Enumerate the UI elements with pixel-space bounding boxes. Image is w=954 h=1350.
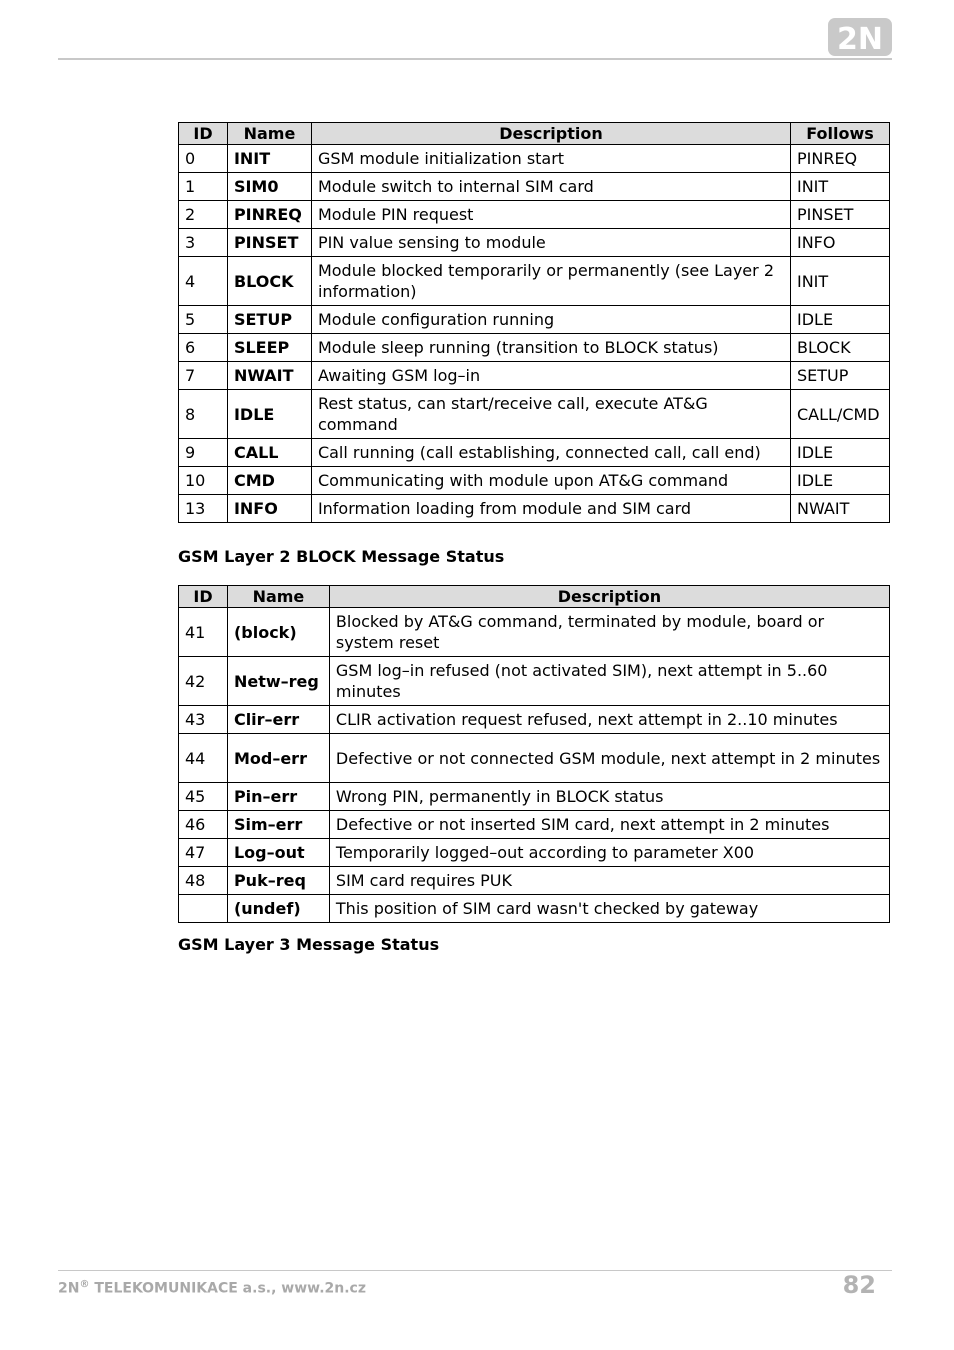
footer-company-text: TELEKOMUNIKACE a.s., www.2n.cz xyxy=(89,1280,366,1297)
logo-text: 2N xyxy=(837,22,883,56)
row-description-cell: Module configuration running xyxy=(311,306,790,334)
row-description-cell: Defective or not connected GSM module, next attempt in 2 minutes xyxy=(329,734,889,783)
row-name-cell: Clir–err xyxy=(227,706,329,734)
column-header-follows: Follows xyxy=(790,123,889,145)
row-description-cell: PIN value sensing to module xyxy=(311,229,790,257)
row-name-cell: CALL xyxy=(227,439,311,467)
row-name-cell: PINREQ xyxy=(227,201,311,229)
row-follows-cell: BLOCK xyxy=(790,334,889,362)
row-description-cell: Module sleep running (transition to BLOCK status) xyxy=(311,334,790,362)
table-header-row xyxy=(179,123,890,145)
row-follows-cell: IDLE xyxy=(790,467,889,495)
table-row xyxy=(179,839,890,867)
column-header-description: Description xyxy=(329,586,889,608)
row-follows-cell: INFO xyxy=(790,229,889,257)
footer-brand: 2N xyxy=(58,1280,80,1297)
column-header-name: Name xyxy=(227,586,329,608)
row-description-cell: Module PIN request xyxy=(311,201,790,229)
row-description-cell: Rest status, can start/receive call, execute AT&G command xyxy=(311,390,790,439)
table-row xyxy=(179,306,890,334)
row-description-cell: CLIR activation request refused, next attempt in 2..10 minutes xyxy=(329,706,889,734)
page-number: 82 xyxy=(842,1271,876,1299)
row-name-cell: INFO xyxy=(227,495,311,523)
row-name-cell: (block) xyxy=(227,608,329,657)
row-description-cell: Temporarily logged–out according to parameter X00 xyxy=(329,839,889,867)
row-name-cell: Sim–err xyxy=(227,811,329,839)
section-heading-layer2: GSM Layer 2 BLOCK Message Status xyxy=(178,547,505,566)
table-row xyxy=(179,734,890,783)
row-id-cell: 7 xyxy=(179,362,228,390)
row-follows-cell: IDLE xyxy=(790,306,889,334)
table-row xyxy=(179,201,890,229)
row-follows-cell: NWAIT xyxy=(790,495,889,523)
row-id-cell: 10 xyxy=(179,467,228,495)
row-name-cell: Puk–req xyxy=(227,867,329,895)
table-row xyxy=(179,467,890,495)
row-description-cell: SIM card requires PUK xyxy=(329,867,889,895)
row-name-cell: SETUP xyxy=(227,306,311,334)
row-id-cell: 43 xyxy=(179,706,228,734)
row-id-cell: 41 xyxy=(179,608,228,657)
column-header-name: Name xyxy=(227,123,311,145)
row-id-cell: 47 xyxy=(179,839,228,867)
row-description-cell: Defective or not inserted SIM card, next attempt in 2 minutes xyxy=(329,811,889,839)
row-follows-cell: PINSET xyxy=(790,201,889,229)
row-description-cell: Information loading from module and SIM card xyxy=(311,495,790,523)
row-description-cell: Module switch to internal SIM card xyxy=(311,173,790,201)
row-name-cell: Log–out xyxy=(227,839,329,867)
row-description-cell: Communicating with module upon AT&G command xyxy=(311,467,790,495)
row-follows-cell: CALL/CMD xyxy=(790,390,889,439)
table-row xyxy=(179,867,890,895)
row-follows-cell: PINREQ xyxy=(790,145,889,173)
row-name-cell: PINSET xyxy=(227,229,311,257)
layer2-block-status-table xyxy=(178,585,890,923)
row-name-cell: Pin–err xyxy=(227,783,329,811)
layer1-status-table xyxy=(178,122,890,523)
section-heading-layer3: GSM Layer 3 Message Status xyxy=(178,935,440,954)
row-description-cell: Wrong PIN, permanently in BLOCK status xyxy=(329,783,889,811)
row-name-cell: IDLE xyxy=(227,390,311,439)
table-header-row xyxy=(179,586,890,608)
row-id-cell: 42 xyxy=(179,657,228,706)
row-id-cell xyxy=(179,895,228,923)
column-header-description: Description xyxy=(311,123,790,145)
footer-divider xyxy=(58,1270,892,1271)
header-divider xyxy=(58,58,892,60)
table-row xyxy=(179,229,890,257)
row-id-cell: 8 xyxy=(179,390,228,439)
row-name-cell: NWAIT xyxy=(227,362,311,390)
table-row xyxy=(179,783,890,811)
row-id-cell: 3 xyxy=(179,229,228,257)
row-description-cell: Awaiting GSM log–in xyxy=(311,362,790,390)
row-follows-cell: IDLE xyxy=(790,439,889,467)
table-row xyxy=(179,895,890,923)
row-id-cell: 2 xyxy=(179,201,228,229)
row-name-cell: BLOCK xyxy=(227,257,311,306)
row-description-cell: Call running (call establishing, connected call, call end) xyxy=(311,439,790,467)
column-header-id: ID xyxy=(179,123,228,145)
table-row xyxy=(179,495,890,523)
row-description-cell: GSM log–in refused (not activated SIM), next attempt in 5..60 minutes xyxy=(329,657,889,706)
table-row xyxy=(179,257,890,306)
table-row xyxy=(179,811,890,839)
row-description-cell: Module blocked temporarily or permanently (see Layer 2 information) xyxy=(311,257,790,306)
column-header-id: ID xyxy=(179,586,228,608)
table-row xyxy=(179,362,890,390)
table-row xyxy=(179,390,890,439)
row-name-cell: Mod–err xyxy=(227,734,329,783)
row-follows-cell: INIT xyxy=(790,257,889,306)
row-name-cell: (undef) xyxy=(227,895,329,923)
row-id-cell: 0 xyxy=(179,145,228,173)
row-description-cell: Blocked by AT&G command, terminated by module, board or system reset xyxy=(329,608,889,657)
row-name-cell: SLEEP xyxy=(227,334,311,362)
table-row xyxy=(179,608,890,657)
table-row xyxy=(179,657,890,706)
row-follows-cell: INIT xyxy=(790,173,889,201)
table-row xyxy=(179,706,890,734)
row-id-cell: 48 xyxy=(179,867,228,895)
row-description-cell: GSM module initialization start xyxy=(311,145,790,173)
table-row xyxy=(179,145,890,173)
row-id-cell: 46 xyxy=(179,811,228,839)
row-name-cell: CMD xyxy=(227,467,311,495)
row-name-cell: Netw–reg xyxy=(227,657,329,706)
footer-company xyxy=(58,1279,366,1297)
row-id-cell: 6 xyxy=(179,334,228,362)
row-id-cell: 1 xyxy=(179,173,228,201)
row-name-cell: INIT xyxy=(227,145,311,173)
row-follows-cell: SETUP xyxy=(790,362,889,390)
row-id-cell: 9 xyxy=(179,439,228,467)
row-id-cell: 45 xyxy=(179,783,228,811)
row-description-cell: This position of SIM card wasn't checked by gateway xyxy=(329,895,889,923)
registered-mark: ® xyxy=(79,1279,90,1290)
row-id-cell: 5 xyxy=(179,306,228,334)
row-id-cell: 13 xyxy=(179,495,228,523)
table-row xyxy=(179,334,890,362)
table-row xyxy=(179,173,890,201)
row-id-cell: 44 xyxy=(179,734,228,783)
table-row xyxy=(179,439,890,467)
2n-logo xyxy=(828,18,892,56)
row-name-cell: SIM0 xyxy=(227,173,311,201)
row-id-cell: 4 xyxy=(179,257,228,306)
